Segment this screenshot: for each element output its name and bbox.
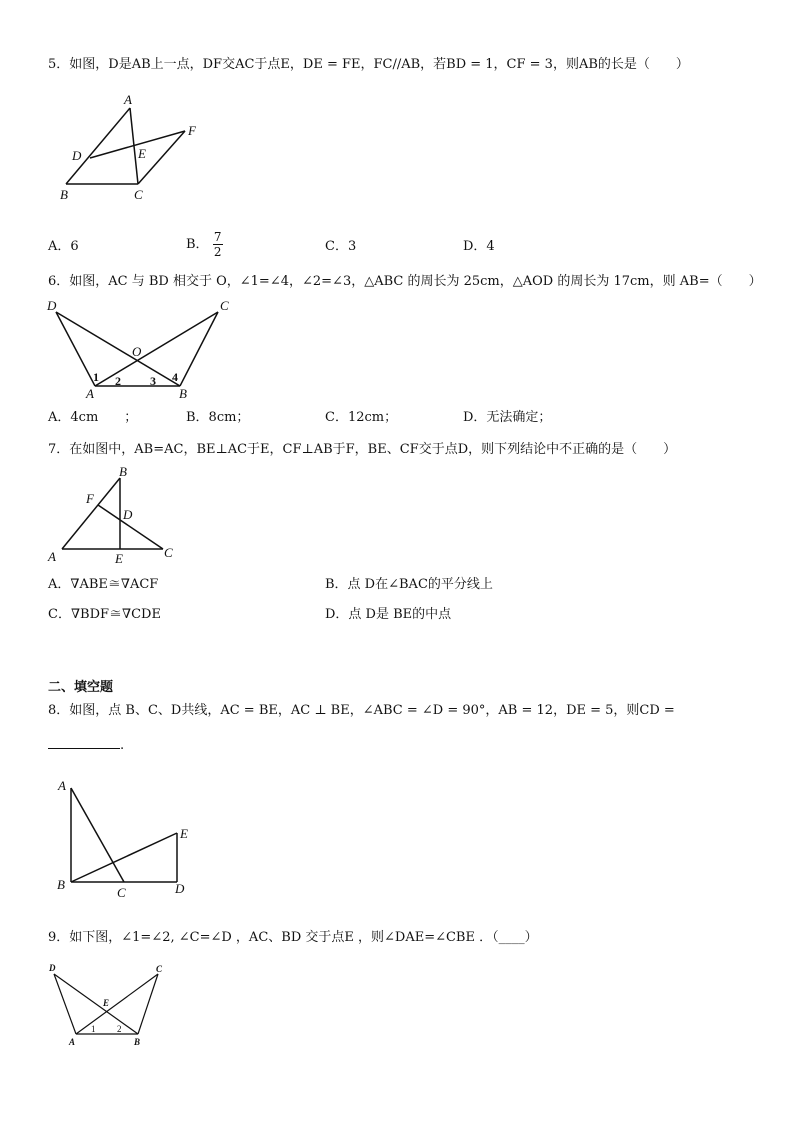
- q7-option-b: B．点 D在∠BAC的平分线上: [325, 577, 493, 592]
- q6-label-C: C: [220, 298, 229, 313]
- q9-label-A: A: [69, 1037, 76, 1047]
- q6-option-a: A．4cm ；: [48, 410, 138, 425]
- q5-label-F: F: [188, 123, 196, 138]
- q6-angle-2: 2: [115, 374, 121, 388]
- q9-angle-1: 1: [91, 1024, 96, 1034]
- section-title: 二、填空题: [48, 680, 114, 695]
- q6-label-D: D: [47, 298, 57, 313]
- q6-option-d: D．无法确定；: [463, 410, 552, 425]
- q9-label-C: C: [156, 964, 163, 974]
- q5-option-c: C．3: [325, 239, 357, 254]
- q5-label-D: D: [72, 148, 82, 163]
- q5-option-b-prefix: B．: [186, 237, 209, 252]
- q7-label-B: B: [119, 464, 127, 479]
- question-5-text: 5．如图，D是AB上一点，DF交AC于点E，DE = FE，FC//AB，若BD = 1，CF = 3，则AB的长是（ ）: [48, 57, 689, 72]
- q8-label-C: C: [117, 885, 126, 900]
- q8-label-D: D: [175, 881, 185, 896]
- q5-label-C: C: [134, 187, 143, 202]
- q7-option-d: D．点 D是 BE的中点: [325, 607, 452, 622]
- fraction-numerator: 7: [213, 230, 222, 244]
- q7-option-c: C．∇BDF≅∇CDE: [48, 607, 161, 622]
- q7-label-D: D: [123, 507, 133, 522]
- question-8-text: 8．如图，点 B、C、D共线，AC = BE，AC ⊥ BE，∠ABC = ∠D = 90°，AB = 12，DE = 5，则CD =: [48, 703, 675, 718]
- q5-label-B: B: [60, 187, 68, 202]
- q7-label-C: C: [164, 545, 173, 560]
- q7-label-E: E: [115, 551, 123, 566]
- q6-angle-3: 3: [150, 374, 156, 388]
- q6-label-B: B: [179, 386, 187, 401]
- q6-label-A: A: [86, 386, 94, 401]
- q9-label-B: B: [134, 1037, 141, 1047]
- q9-angle-2: 2: [117, 1024, 122, 1034]
- q8-label-A: A: [58, 778, 66, 793]
- q7-option-a: A．∇ABE≅∇ACF: [48, 577, 159, 592]
- question-7-text: 7．在如图中，AB=AC，BE⊥AC于E，CF⊥AB于F，BE、CF交于点D，则下列结论中不正确的是（ ）: [48, 442, 677, 457]
- question-6-text: 6．如图，AC 与 BD 相交于 O，∠1=∠4，∠2=∠3，△ABC 的周长为 25cm，△AOD 的周长为 17cm，则 AB=（ ）: [48, 274, 762, 289]
- q6-angle-1: 1: [93, 370, 99, 384]
- q6-option-c: C．12cm；: [325, 410, 398, 425]
- q9-label-D: D: [49, 963, 56, 973]
- q6-angle-4: 4: [172, 370, 178, 384]
- q7-label-A: A: [48, 549, 56, 564]
- q5-option-d: D．4: [463, 239, 495, 254]
- fraction-denominator: 2: [213, 245, 222, 259]
- q5-option-a: A．6: [48, 239, 79, 254]
- q8-end: .: [120, 738, 125, 753]
- q6-label-O: O: [132, 344, 142, 359]
- q6-option-b: B．8cm；: [186, 410, 250, 425]
- question-9-text: 9．如下图，∠1=∠2, ∠C=∠D ，AC、BD 交于点E ，则∠DAE=∠CBE ．（____）: [48, 930, 538, 945]
- q8-label-B: B: [57, 877, 65, 892]
- q7-label-F: F: [86, 491, 94, 506]
- q8-label-E: E: [180, 826, 188, 841]
- q5-label-A: A: [124, 92, 132, 107]
- q5-label-E: E: [138, 146, 146, 161]
- q9-label-E: E: [103, 998, 110, 1008]
